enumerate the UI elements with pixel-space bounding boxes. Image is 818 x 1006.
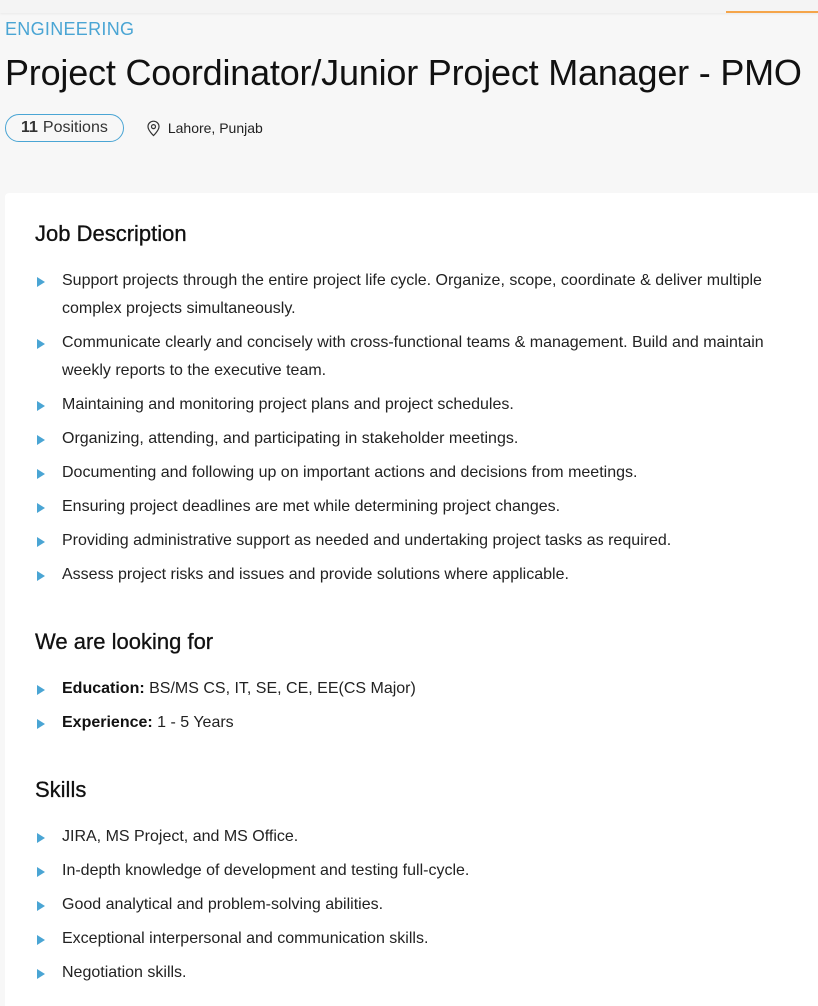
triangle-right-icon (37, 339, 45, 349)
triangle-right-icon (37, 833, 45, 843)
triangle-right-icon (37, 969, 45, 979)
list-item: Communicate clearly and concisely with cross-functional teams & management. Build and maintain weekly reports to the executive team. (35, 329, 775, 385)
triangle-right-icon (37, 935, 45, 945)
list-item: Maintaining and monitoring project plans and project schedules. (35, 391, 775, 419)
active-nav-indicator (726, 11, 818, 13)
list-item: Providing administrative support as needed and undertaking project tasks as required. (35, 527, 775, 555)
list-item: Good analytical and problem-solving abilities. (35, 891, 775, 919)
list-item: In-depth knowledge of development and testing full-cycle. (35, 857, 775, 885)
list-item: Negotiation skills. (35, 959, 775, 987)
location-text: Lahore, Punjab (167, 120, 263, 136)
triangle-right-icon (37, 503, 45, 513)
skills-list (35, 823, 775, 993)
triangle-right-icon (37, 571, 45, 581)
triangle-right-icon (37, 867, 45, 877)
list-item: Exceptional interpersonal and communication skills. (35, 925, 775, 953)
looking-for-heading: We are looking for (35, 629, 214, 654)
list-item (35, 709, 775, 737)
skills-heading: Skills (35, 777, 87, 802)
top-bar (0, 0, 818, 13)
looking-for-list (35, 675, 775, 743)
list-item: Support projects through the entire project life cycle. Organize, scope, coordinate & deliver multiple complex projects simultaneously. (35, 267, 775, 323)
triangle-right-icon (37, 435, 45, 445)
triangle-right-icon (37, 401, 45, 411)
job-title: Project Coordinator/Junior Project Manager - PMO (5, 52, 802, 93)
job-location (146, 120, 263, 137)
education-label: Education: (62, 680, 145, 697)
triangle-right-icon (37, 719, 45, 729)
list-item (35, 675, 775, 703)
triangle-right-icon (37, 537, 45, 547)
education-value: BS/MS CS, IT, SE, CE, EE(CS Major) (144, 680, 416, 697)
list-item: JIRA, MS Project, and MS Office. (35, 823, 775, 851)
list-item: Assess project risks and issues and provide solutions where applicable. (35, 561, 775, 589)
experience-value: 1 - 5 Years (152, 714, 234, 731)
positions-badge (5, 114, 124, 142)
list-item: Ensuring project deadlines are met while determining project changes. (35, 493, 775, 521)
job-description-heading: Job Description (35, 221, 187, 246)
job-meta (5, 114, 263, 142)
experience-label: Experience: (62, 714, 153, 731)
triangle-right-icon (37, 685, 45, 695)
positions-count: 11 (21, 119, 38, 136)
triangle-right-icon (37, 469, 45, 479)
job-category: ENGINEERING (5, 19, 135, 39)
job-details-card (5, 193, 818, 1006)
job-description-list (35, 267, 775, 595)
list-item: Organizing, attending, and participating in stakeholder meetings. (35, 425, 775, 453)
map-pin-icon (146, 120, 161, 137)
list-item: Documenting and following up on important actions and decisions from meetings. (35, 459, 775, 487)
positions-label: Positions (42, 119, 108, 136)
triangle-right-icon (37, 901, 45, 911)
triangle-right-icon (37, 277, 45, 287)
